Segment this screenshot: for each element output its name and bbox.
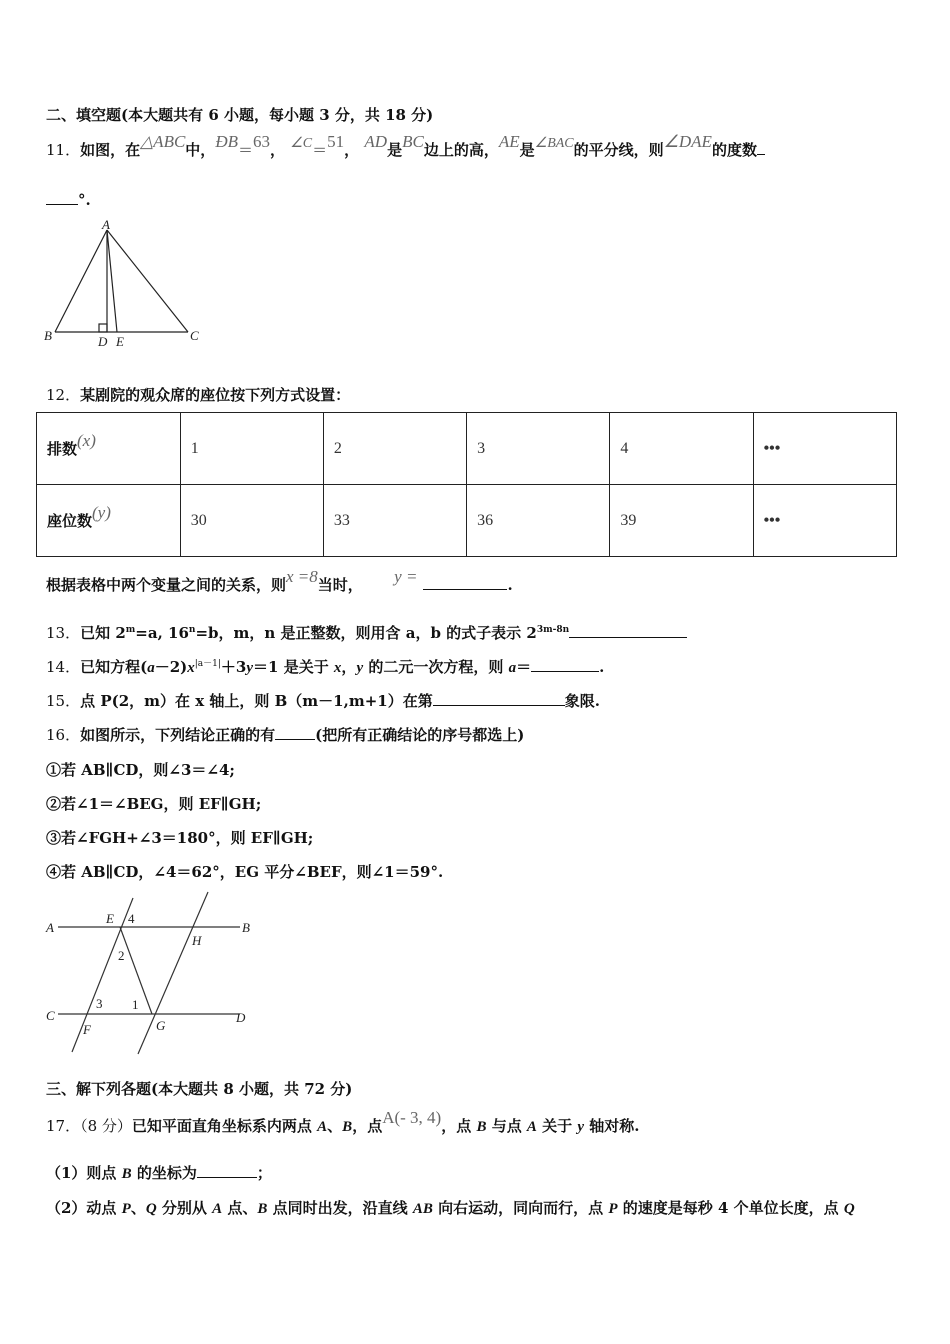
q11-text-cont: °. bbox=[46, 190, 91, 209]
q11-blank-b[interactable] bbox=[46, 190, 78, 205]
table-cell: 1 bbox=[180, 413, 323, 485]
q14-blank[interactable] bbox=[531, 657, 599, 672]
label-c: C bbox=[46, 1008, 55, 1023]
label-d: D bbox=[98, 334, 108, 349]
q12-after: 根据表格中两个变量之间的关系，则x =8当时， y = . bbox=[46, 567, 513, 594]
label-e: E bbox=[116, 334, 124, 349]
q15-blank[interactable] bbox=[433, 691, 565, 706]
label-angle-2: 2 bbox=[118, 948, 125, 963]
label-b: B bbox=[44, 328, 52, 343]
table-cell: 30 bbox=[180, 485, 323, 557]
label-angle-3: 3 bbox=[96, 996, 103, 1011]
q15-text: 15．点 P(2，m）在 x 轴上，则 B（m－1,m+1）在第 象限. bbox=[46, 692, 600, 710]
label-g: G bbox=[156, 1018, 166, 1033]
table-cell: 3 bbox=[467, 413, 610, 485]
q16-option-3: ③若∠FGH+∠3＝180°，则 EF∥GH; bbox=[46, 829, 314, 847]
q11-text: 11．如图，在△ABC中，ÐB＝63， ∠C＝51， AD是BC边上的高，AE是∠BAC的平分线，则∠DAE的度数 bbox=[46, 139, 765, 160]
table-cell: ••• bbox=[753, 413, 896, 485]
q16-option-2: ②若∠1＝∠BEG，则 EF∥GH; bbox=[46, 795, 262, 813]
label-d: D bbox=[236, 1010, 246, 1025]
table-cell: ••• bbox=[753, 485, 896, 557]
label-angle-4: 4 bbox=[128, 911, 135, 926]
bisector-ae bbox=[107, 230, 117, 332]
label-h: H bbox=[192, 933, 202, 948]
row-label-rows: 排数(x) bbox=[37, 413, 181, 485]
table-cell: 4 bbox=[610, 413, 753, 485]
q14-text: 14．已知方程$(a-2)x^{|a-1|}+3y=1$ 是关于 x，y 的二元一次方程，则 a＝ . bbox=[46, 658, 605, 676]
q11-blank-a[interactable] bbox=[757, 140, 765, 155]
line-ef bbox=[72, 898, 133, 1052]
q11-triangle-figure bbox=[40, 218, 210, 350]
q16-option-1: ①若 AB∥CD，则∠3＝∠4; bbox=[46, 761, 235, 779]
table-cell: 2 bbox=[323, 413, 466, 485]
q16-parallel-lines-figure bbox=[40, 890, 265, 1056]
label-a: A bbox=[46, 920, 54, 935]
side-ab bbox=[55, 230, 107, 332]
label-a: A bbox=[102, 218, 110, 232]
row-label-seats: 座位数(y) bbox=[37, 485, 181, 557]
label-b: B bbox=[242, 920, 250, 935]
label-angle-1: 1 bbox=[132, 997, 139, 1012]
q13-text: 13．已知 $2^m=a$, $16^n=b$，m，n 是正整数，则用含 a，b 的式子表示 $2^{3m-8n}$ bbox=[46, 622, 687, 643]
q16-blank[interactable] bbox=[275, 725, 315, 740]
q11-num: 11． bbox=[46, 141, 81, 159]
table-cell: 36 bbox=[467, 485, 610, 557]
table-row bbox=[37, 413, 897, 485]
q13-blank[interactable] bbox=[569, 623, 687, 638]
label-e: E bbox=[106, 911, 114, 926]
seating-table bbox=[36, 412, 897, 557]
q17-blank[interactable] bbox=[197, 1163, 257, 1178]
label-f: F bbox=[83, 1022, 91, 1037]
line-gh bbox=[138, 892, 208, 1054]
table-cell: 39 bbox=[610, 485, 753, 557]
q16-text: 16．如图所示，下列结论正确的有 (把所有正确结论的序号都选上) bbox=[46, 726, 525, 744]
table-cell: 33 bbox=[323, 485, 466, 557]
side-ac bbox=[107, 230, 188, 332]
q17-part1: （1）则点 B 的坐标为 ； bbox=[46, 1164, 272, 1182]
q17-text: 17．（8 分）已知平面直角坐标系内两点 A、B，点A(- 3, 4)，点 B 与点 A 关于 y 轴对称. bbox=[46, 1108, 640, 1135]
q17-part2: （2）动点 P、Q 分别从 A 点、B 点同时出发，沿直线 AB 向右运动，同向而行，点 P 的速度是每秒 4 个单位长度，点 Q bbox=[46, 1199, 855, 1217]
q12-text: 12．某剧院的观众席的座位按下列方式设置： bbox=[46, 386, 351, 404]
q12-blank[interactable] bbox=[423, 575, 507, 590]
right-angle-mark bbox=[99, 324, 107, 332]
label-c: C bbox=[190, 328, 199, 343]
section2-heading: 二、填空题(本大题共有 6 小题，每小题 3 分，共 18 分) bbox=[46, 106, 434, 124]
table-row bbox=[37, 485, 897, 557]
q16-option-4: ④若 AB∥CD，∠4＝62°，EG 平分∠BEF，则∠1＝59°. bbox=[46, 863, 444, 881]
section3-heading: 三、解下列各题(本大题共 8 小题，共 72 分) bbox=[46, 1080, 353, 1098]
